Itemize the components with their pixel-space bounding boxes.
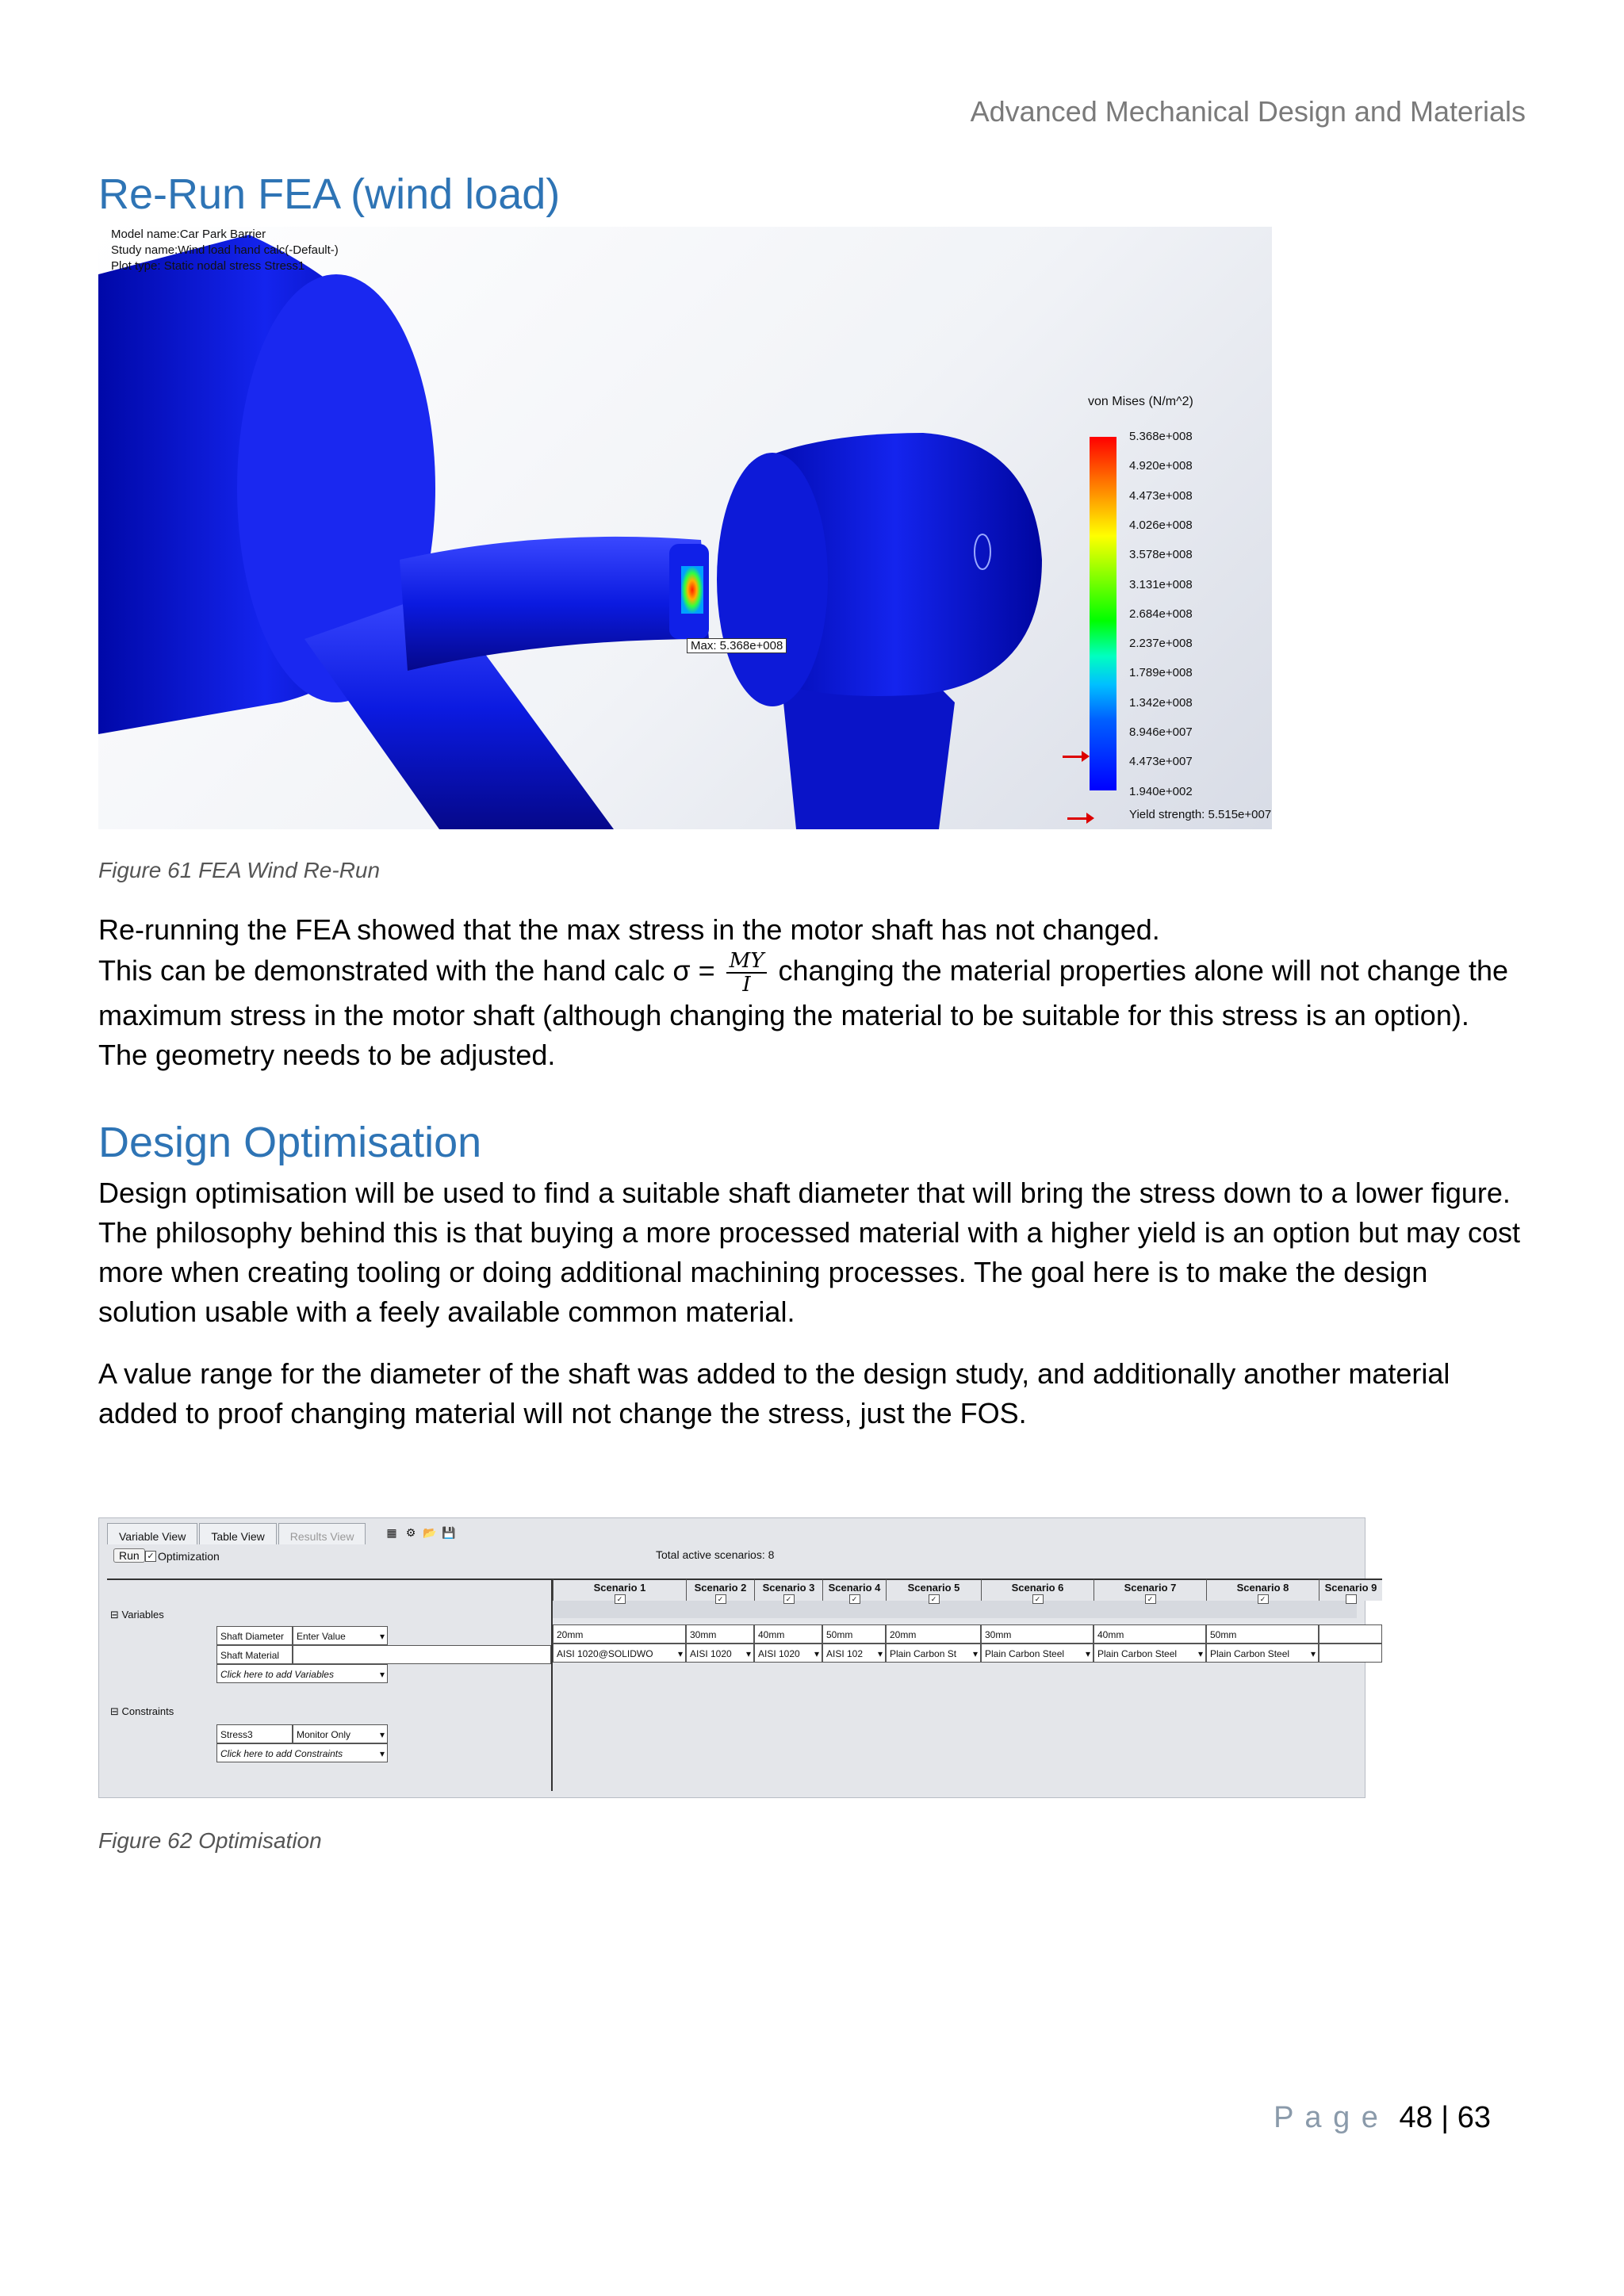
legend-title: von Mises (N/m^2) [1088, 395, 1193, 408]
model-name: Model name:Car Park Barrier [111, 228, 266, 241]
scenario-active-checkbox[interactable]: ✓ [1145, 1594, 1156, 1604]
legend-value: 1.342e+008 [1129, 695, 1193, 710]
legend-value: 4.473e+008 [1129, 488, 1193, 503]
scenario-diameter-cell[interactable]: 50mm [822, 1624, 886, 1644]
formula-numerator: MY [726, 950, 768, 974]
scenario-diameter-cell[interactable] [1319, 1624, 1382, 1644]
scenario-material-select[interactable]: Plain Carbon Steel ▾ [981, 1644, 1094, 1663]
scenario-material-select[interactable]: Plain Carbon Steel ▾ [1206, 1644, 1319, 1663]
scenario-name: Scenario 9 [1324, 1582, 1377, 1594]
formula-denominator: I [742, 973, 751, 997]
fea-figure [98, 227, 1272, 829]
tab-results-view[interactable]: Results View [278, 1523, 366, 1544]
legend-value: 1.789e+008 [1129, 666, 1193, 680]
scenario-header [754, 1578, 822, 1601]
legend-value: 4.920e+008 [1129, 459, 1193, 473]
scenario-diameter-cell[interactable]: 50mm [1206, 1624, 1319, 1644]
tab-variable-view[interactable]: Variable View [107, 1523, 197, 1544]
scenario-material-select[interactable]: AISI 1020 ▾ [754, 1644, 822, 1663]
shaft-material-spacer [293, 1645, 551, 1664]
legend-value: 3.578e+008 [1129, 548, 1193, 562]
variables-panel [107, 1578, 553, 1791]
page-word: P a g e [1274, 2101, 1380, 2134]
paragraph-rerun [98, 910, 1526, 1075]
yield-strength-label: Yield strength: 5.515e+007 [1129, 808, 1272, 821]
scenario-name: Scenario 2 [694, 1582, 747, 1594]
section-heading-design-optimisation: Design Optimisation [98, 1119, 482, 1166]
section-heading-rerun-fea: Re-Run FEA (wind load) [98, 170, 561, 218]
scenario-name: Scenario 7 [1124, 1582, 1177, 1594]
optimization-checkbox[interactable]: ✓ [145, 1551, 156, 1562]
scenario-diameter-cell[interactable]: 30mm [981, 1624, 1094, 1644]
scenario-diameter-cell[interactable]: 20mm [886, 1624, 981, 1644]
view-tabs [107, 1523, 367, 1544]
shaft-diameter-type-select[interactable]: Enter Value ▾ [293, 1626, 388, 1645]
variables-label: Variables [121, 1609, 164, 1621]
scenario-active-checkbox[interactable]: ✓ [929, 1594, 940, 1604]
legend-color-bar [1090, 437, 1116, 790]
add-variables-select[interactable]: Click here to add Variables ▾ [216, 1664, 388, 1683]
shaft-diameter-variable: Shaft Diameter [216, 1626, 293, 1645]
legend-value: 4.026e+008 [1129, 518, 1193, 532]
scenario-diameter-cell[interactable]: 20mm [553, 1624, 686, 1644]
optimization-label: Optimization [158, 1550, 220, 1563]
paragraph-rerun-line1: Re-running the FEA showed that the max stress in the motor shaft has not changed. [98, 913, 1160, 946]
optimisation-table-screenshot [98, 1517, 1377, 1798]
scenario-material-select[interactable]: Plain Carbon St ▾ [886, 1644, 981, 1663]
stress-formula [726, 950, 768, 996]
run-button[interactable]: Run [113, 1548, 145, 1563]
stress3-mode-select[interactable]: Monitor Only ▾ [293, 1724, 388, 1743]
scenario-header [1094, 1578, 1206, 1601]
scenario-material-select[interactable] [1319, 1644, 1382, 1663]
scenario-material-select[interactable]: AISI 1020 ▾ [686, 1644, 754, 1663]
scenario-active-checkbox[interactable]: ✓ [849, 1594, 860, 1604]
settings-icon[interactable]: ⚙ [405, 1526, 416, 1539]
scenario-name: Scenario 5 [907, 1582, 960, 1594]
scenario-name: Scenario 3 [762, 1582, 815, 1594]
scenario-material-select[interactable]: AISI 102 ▾ [822, 1644, 886, 1663]
scenario-material-select[interactable]: Plain Carbon Steel ▾ [1094, 1644, 1206, 1663]
scenario-header [1206, 1578, 1319, 1601]
plot-type: Plot type: Static nodal stress Stress1 [111, 259, 305, 273]
variables-header-band [553, 1601, 1357, 1618]
scenario-diameter-cell[interactable]: 40mm [754, 1624, 822, 1644]
page-count: 48 | 63 [1399, 2101, 1491, 2134]
scenario-name: Scenario 1 [593, 1582, 646, 1594]
shaft-material-variable: Shaft Material [216, 1645, 293, 1664]
scenario-name: Scenario 6 [1011, 1582, 1064, 1594]
figure-61-caption: Figure 61 FEA Wind Re-Run [98, 858, 381, 882]
legend-value: 4.473e+007 [1129, 755, 1193, 769]
scenario-active-checkbox[interactable]: ✓ [1258, 1594, 1269, 1604]
hand-calc-conclusion: changing the material properties alone will not change the maximum stress in the motor shaft (although changing the material to be suitable for this stress is an option). The geometry needs to be adjusted. [98, 954, 1509, 1071]
scenario-material-select[interactable]: AISI 1020@SOLIDWO ▾ [553, 1644, 686, 1663]
paragraph-optimisation: Design optimisation will be used to find a suitable shaft diameter that will bring the stress down to a lower figure. The philosophy behind this is that buying a more processed material with a higher yield is an option but may cost more when creating tooling or doing additional machining processes. The goal here is to make the design solution usable with a feely available common material. [98, 1177, 1520, 1328]
running-header: Advanced Mechanical Design and Materials [970, 95, 1526, 128]
scenario-name: Scenario 8 [1236, 1582, 1289, 1594]
study-name: Study name:Wind load hand calc(-Default-) [111, 243, 339, 257]
figure-62-caption: Figure 62 Optimisation [98, 1828, 322, 1853]
yield-arrow-icon [1063, 756, 1083, 758]
legend-value: 8.946e+007 [1129, 725, 1193, 739]
motor-end-face [717, 453, 828, 706]
scenario-active-checkbox[interactable]: ✓ [783, 1594, 795, 1604]
constraints-group[interactable]: ⊟ Constraints [110, 1705, 174, 1717]
add-constraints-select[interactable]: Click here to add Constraints ▾ [216, 1743, 388, 1762]
stress3-constraint: Stress3 [216, 1724, 293, 1743]
max-stress-tag: Max: 5.368e+008 [687, 638, 787, 653]
tab-table-view[interactable]: Table View [199, 1523, 276, 1544]
scenario-active-checkbox[interactable]: ✓ [615, 1594, 626, 1604]
total-active-scenarios: Total active scenarios: 8 [656, 1548, 775, 1561]
scenario-active-checkbox[interactable] [1346, 1594, 1357, 1604]
legend-value: 2.237e+008 [1129, 637, 1193, 651]
scenario-header [886, 1578, 981, 1601]
hot-spot [681, 566, 703, 614]
scenario-header [686, 1578, 754, 1601]
page-number [1274, 2101, 1491, 2135]
scenario-header [553, 1578, 686, 1601]
scenario-active-checkbox[interactable]: ✓ [1032, 1594, 1044, 1604]
legend-value: 1.940e+002 [1129, 784, 1193, 798]
legend-value: 5.368e+008 [1129, 430, 1193, 443]
scenario-header [981, 1578, 1094, 1601]
paragraph-rerun-line2 [98, 950, 1526, 1075]
scenario-diameter-cell[interactable]: 30mm [686, 1624, 754, 1644]
paragraph-value-range: A value range for the diameter of the shaft was added to the design study, and additionally another material added to proof changing material will not change the stress, just the FOS. [98, 1357, 1450, 1429]
constraints-label: Constraints [121, 1705, 174, 1717]
scenario-name: Scenario 4 [828, 1582, 881, 1594]
scenario-active-checkbox[interactable]: ✓ [715, 1594, 726, 1604]
open-folder-icon[interactable]: 📂 [423, 1526, 437, 1539]
scenario-header [1319, 1578, 1382, 1601]
horizontal-shaft [400, 537, 709, 671]
scenario-diameter-cell[interactable]: 40mm [1094, 1624, 1206, 1644]
scenario-header [822, 1578, 886, 1601]
save-icon[interactable]: 💾 [442, 1526, 456, 1539]
yield-legend-arrow-icon [1067, 817, 1088, 820]
hand-calc-text: This can be demonstrated with the hand calc σ = [98, 954, 723, 987]
variables-group[interactable]: ⊟ Variables [110, 1609, 164, 1621]
fea-model-info [111, 227, 339, 274]
legend-value: 2.684e+008 [1129, 607, 1193, 621]
legend-value: 3.131e+008 [1129, 577, 1193, 591]
spreadsheet-icon[interactable]: ▦ [386, 1526, 397, 1539]
